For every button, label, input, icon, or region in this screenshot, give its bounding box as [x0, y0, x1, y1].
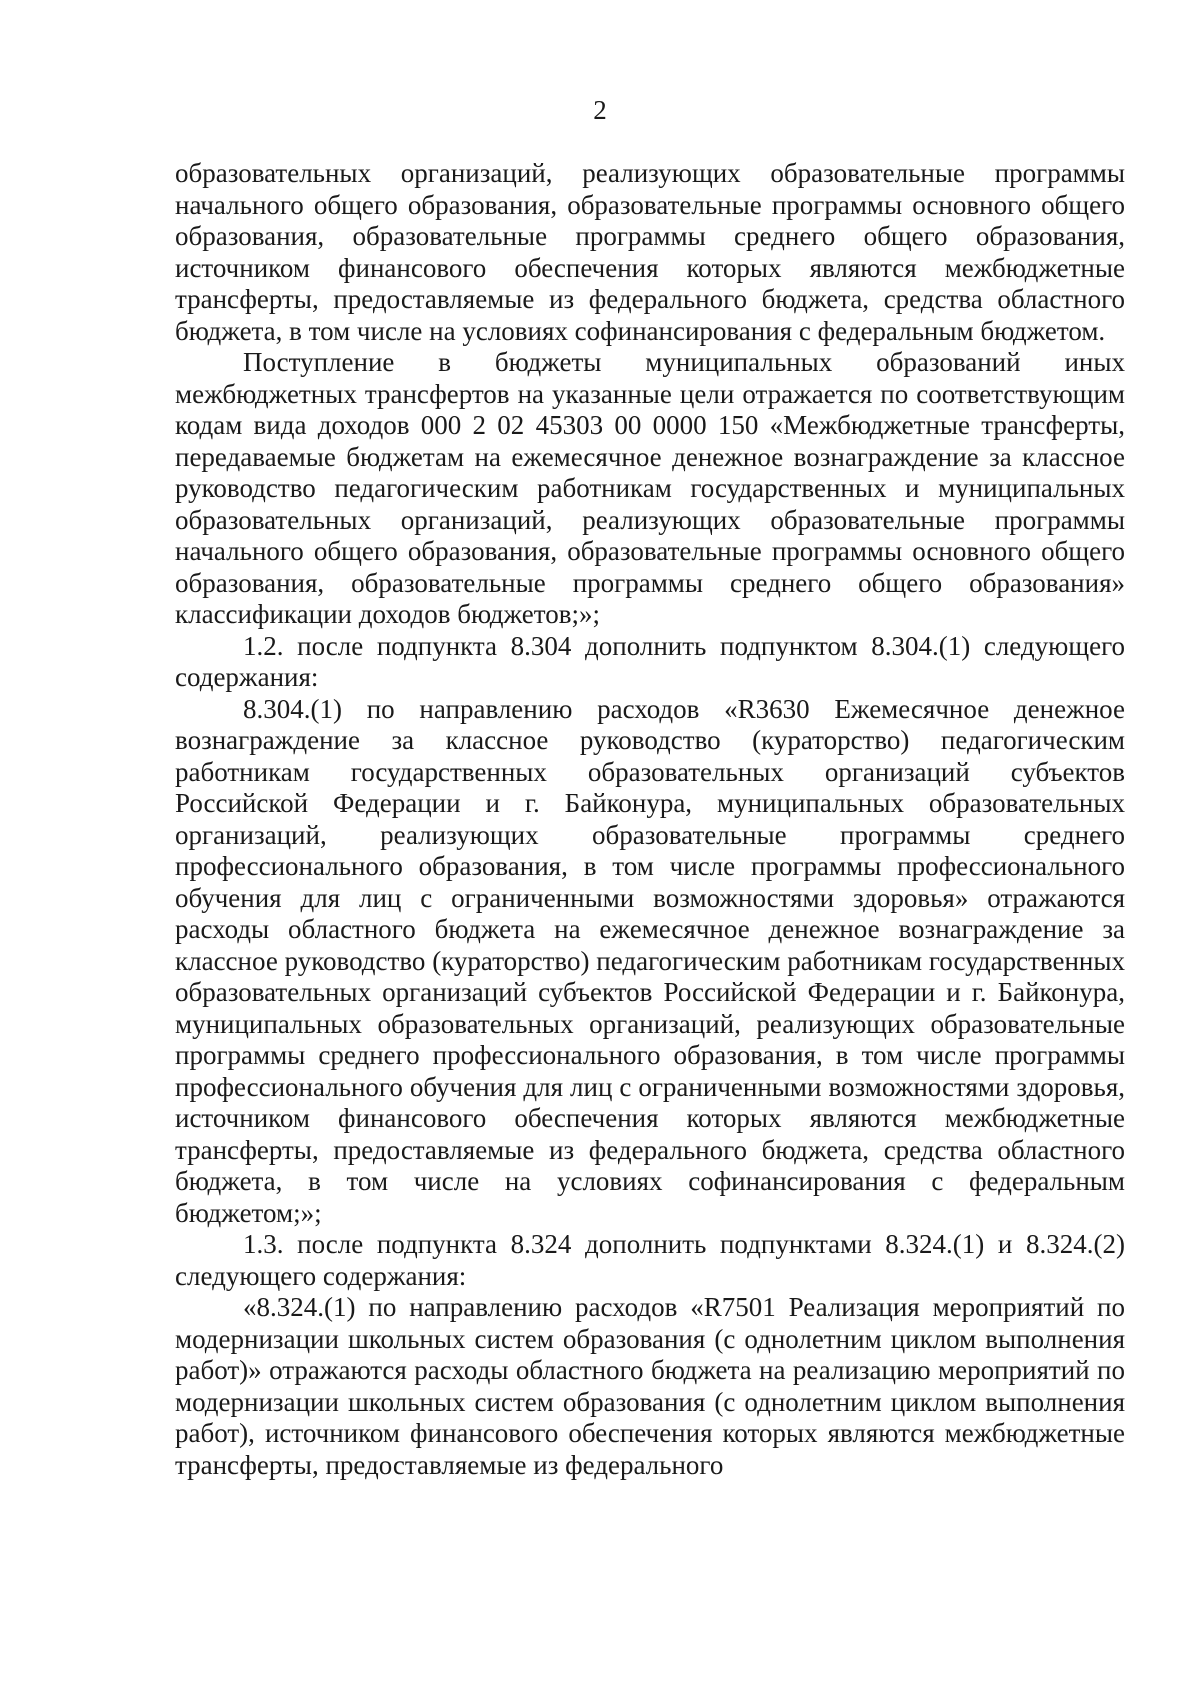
paragraph-subitem-8-324-1: «8.324.(1) по направлению расходов «R7501 Реализация мероприятий по модернизации школьных систем образования (с однолетним циклом выполнения работ)» отражаются расходы областного бюджета на реализацию мероприятий по модернизации школьных систем образования (с однолетним циклом выполнения работ), источником финансового обеспечения которых являются межбюджетные трансферты, предоставляемые из федерального [175, 1292, 1125, 1480]
paragraph-subitem-8-304-1: 8.304.(1) по направлению расходов «R3630 Ежемесячное денежное вознаграждение за классное руководство (кураторство) педагогическим работникам государственных образовательных организаций субъектов Российской Федерации и г. Байконура, муниципальных образовательных организаций, реализующих образовательные программы среднего профессионального образования, в том числе программы профессионального обучения для лиц с ограниченными возможностями здоровья» отражаются расходы областного бюджета на ежемесячное денежное вознаграждение за классное руководство (кураторство) педагогическим работникам государственных образовательных организаций субъектов Российской Федерации и г. Байконура, муниципальных образовательных организаций, реализующих образовательные программы среднего профессионального образования, в том числе программы профессионального обучения для лиц с ограниченными возможностями здоровья, источником финансового обеспечения которых являются межбюджетные трансферты, предоставляемые из федерального бюджета, средства областного бюджета, в том числе на условиях софинансирования с федеральным бюджетом;»; [175, 693, 1125, 1228]
paragraph-revenue-receipt: Поступление в бюджеты муниципальных образований иных межбюджетных трансфертов на указанные цели отражается по соответствующим кодам вида доходов 000 2 02 45303 00 0000 150 «Межбюджетные трансферты, передаваемые бюджетам на ежемесячное денежное вознаграждение за классное руководство педагогическим работникам государственных и муниципальных образовательных организаций, реализующих образовательные программы начального общего образования, образовательные программы основного общего образования, образовательные программы среднего общего образования» классификации доходов бюджетов;»; [175, 347, 1125, 629]
document-body [175, 158, 1125, 1481]
paragraph-continuation: образовательных организаций, реализующих образовательные программы начального общего образования, образовательные программы основного общего образования, образовательные программы среднего общего образования, источником финансового обеспечения которых являются межбюджетные трансферты, предоставляемые из федерального бюджета, средства областного бюджета, в том числе на условиях софинансирования с федеральным бюджетом. [175, 158, 1125, 346]
paragraph-item-1-2: 1.2. после подпункта 8.304 дополнить подпунктом 8.304.(1) следующего содержания: [175, 630, 1125, 692]
page-number: 2 [593, 95, 607, 125]
paragraph-item-1-3: 1.3. после подпункта 8.324 дополнить подпунктами 8.324.(1) и 8.324.(2) следующего содержания: [175, 1229, 1125, 1291]
